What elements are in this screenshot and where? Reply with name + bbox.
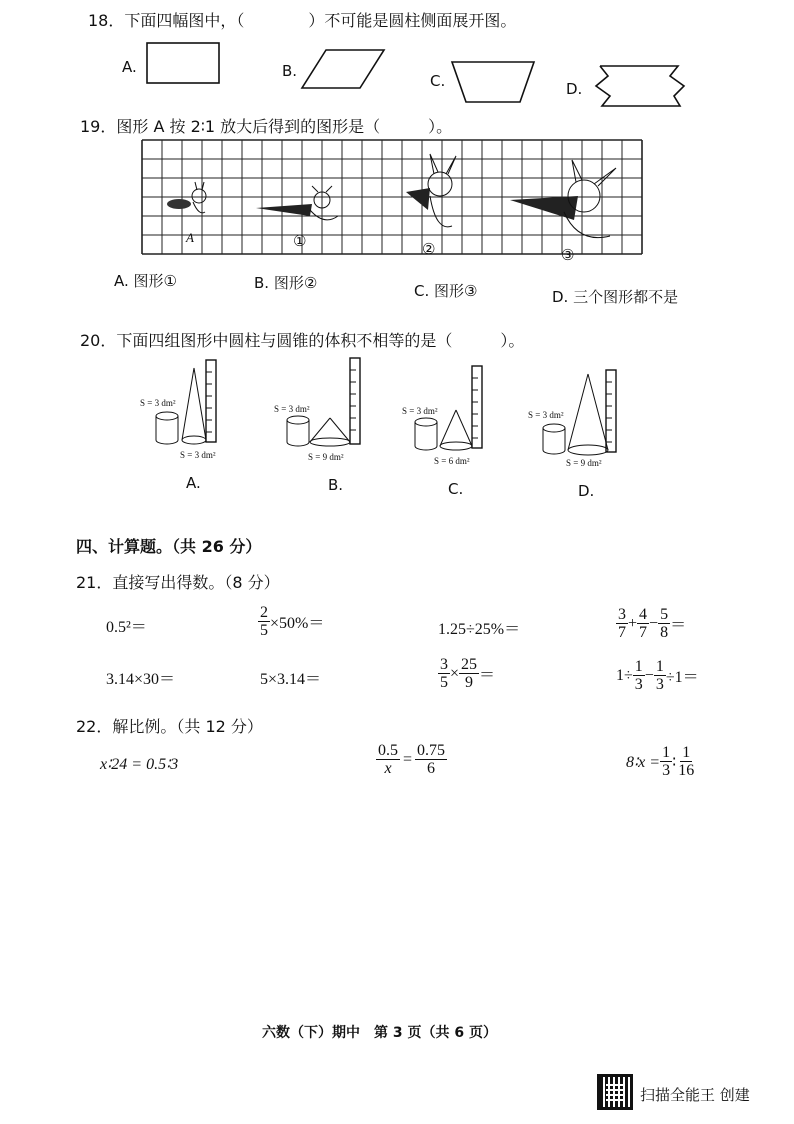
- q20-c-cone-area: S = 6 dm²: [434, 456, 470, 466]
- q21-r2-c: [438, 656, 495, 691]
- q22-e3-den2: 16: [678, 762, 695, 779]
- q22-e3-den1: 3: [662, 762, 671, 779]
- q21-r1-b-num: 2: [260, 604, 268, 621]
- q21-r1-b: [258, 604, 324, 639]
- q21-r2-b: 5×3.14＝: [260, 671, 322, 688]
- q21-r2-c1-num: 3: [440, 656, 448, 673]
- q18-option-c: C.: [430, 72, 446, 90]
- q21-r2-d-post: ÷1＝: [665, 669, 699, 686]
- q21-r2-d2-den: 3: [655, 676, 664, 693]
- question-22: 22．解比例。（共 12 分）: [76, 717, 263, 736]
- page-footer: 六数（下）期中 第 3 页（共 6 页）: [262, 1025, 497, 1041]
- q20-b-cone-area: S = 9 dm²: [308, 452, 344, 462]
- figure-a-label: A: [186, 230, 194, 245]
- q20-a-figure: [150, 354, 222, 446]
- rabbit-3-icon: [506, 160, 632, 246]
- q22-e2-eq: =: [403, 750, 413, 768]
- q21-r1-d-eq: ＝: [670, 617, 687, 634]
- q22-e2-den1: x: [384, 760, 392, 777]
- q21-r1-a: 0.5²＝: [106, 619, 147, 636]
- q22-equation-3: [626, 744, 696, 779]
- question-18: 18．下面四幅图中，（ ）不可能是圆柱侧面展开图。: [88, 11, 517, 30]
- q21-r1-b-rest: ×50%＝: [270, 615, 325, 632]
- q18-parallelogram-shape: [300, 48, 390, 92]
- q20-b-figure: [282, 356, 366, 448]
- q20-b-cylinder-area: S = 3 dm²: [274, 404, 310, 414]
- q21-r2-d-op: −: [644, 666, 654, 684]
- q18-option-d: D.: [566, 80, 583, 98]
- q21-r2-c2-den: 9: [465, 674, 474, 691]
- q22-e2-num1: 0.5: [378, 742, 398, 759]
- section-4-heading: 四、计算题。（共 26 分）: [76, 537, 262, 556]
- q21-r1-d-op1: +: [628, 614, 638, 632]
- q21-r2-c-op: ×: [450, 664, 460, 682]
- figure-3-label: ③: [561, 246, 575, 264]
- q21-r1-d3-num: 5: [660, 606, 669, 623]
- question-19: 19．图形 A 按 2∶1 放大后得到的图形是（ ）。: [80, 117, 453, 136]
- q20-c-cylinder-area: S = 3 dm²: [402, 406, 438, 416]
- q21-r2-c2-num: 25: [461, 656, 478, 673]
- figure-1-label: ①: [293, 232, 307, 250]
- q21-r2-d-pre: 1÷: [616, 666, 633, 684]
- q21-r1-d: [616, 606, 686, 641]
- q20-option-b: B.: [328, 476, 344, 494]
- q21-r2-d1-den: 3: [634, 676, 643, 693]
- q22-e2-num2: 0.75: [417, 742, 446, 759]
- q19-option-c: C. 图形③: [414, 282, 478, 300]
- q20-option-a: A.: [186, 474, 201, 492]
- q20-a-cone-area: S = 3 dm²: [180, 450, 216, 460]
- q18-zigzag-shape: [594, 64, 690, 108]
- q21-r1-b-den: 5: [260, 622, 268, 639]
- q22-e3-num1: 1: [662, 744, 671, 761]
- q21-r2-d2-num: 1: [655, 658, 664, 675]
- q22-e3-pre: 8∶x =: [626, 753, 661, 771]
- q22-equation-2: [376, 742, 447, 777]
- q21-r1-d1-num: 3: [618, 606, 626, 623]
- rabbit-2-icon: [400, 152, 470, 240]
- rabbit-1-icon: [252, 186, 348, 226]
- question-20: 20．下面四组图形中圆柱与圆锥的体积不相等的是（ ）。: [80, 331, 525, 350]
- q18-trapezoid-shape: [450, 60, 540, 106]
- q21-r1-d2-den: 7: [639, 624, 648, 641]
- q18-option-a: A.: [122, 58, 137, 76]
- q20-d-cylinder-area: S = 3 dm²: [528, 410, 564, 420]
- q20-d-figure: [538, 366, 618, 458]
- q21-r2-d: [616, 658, 699, 693]
- q21-r2-a: 3.14×30＝: [106, 671, 176, 688]
- q18-rectangle-shape: [146, 42, 222, 84]
- qr-code-icon: [597, 1074, 633, 1110]
- q21-r2-d1-num: 1: [634, 658, 643, 675]
- q20-d-cone-area: S = 9 dm²: [566, 458, 602, 468]
- rabbit-a-icon: [165, 182, 215, 224]
- q21-r1-d1-den: 7: [618, 624, 626, 641]
- q19-option-d: D. 三个图形都不是: [552, 288, 679, 306]
- q22-e2-den2: 6: [427, 760, 436, 777]
- scanner-watermark: 扫描全能王 创建: [640, 1086, 750, 1104]
- q21-r1-d-op2: −: [649, 614, 659, 632]
- q20-c-figure: [410, 364, 486, 454]
- q22-e3-num2: 1: [682, 744, 691, 761]
- q19-option-a: A. 图形①: [114, 272, 177, 290]
- q20-option-d: D.: [578, 482, 595, 500]
- q18-option-b: B.: [282, 62, 298, 80]
- q22-e3-sep: ∶: [672, 753, 677, 771]
- q21-r1-d3-den: 8: [660, 624, 669, 641]
- q20-a-cylinder-area: S = 3 dm²: [140, 398, 176, 408]
- question-21: 21．直接写出得数。（8 分）: [76, 573, 280, 592]
- q22-equation-1: x∶24 = 0.5∶3: [100, 756, 179, 773]
- q19-option-b: B. 图形②: [254, 274, 318, 292]
- q20-option-c: C.: [448, 480, 464, 498]
- q21-r1-c: 1.25÷25%＝: [438, 621, 521, 638]
- figure-2-label: ②: [422, 240, 436, 258]
- q21-r1-d2-num: 4: [639, 606, 648, 623]
- q21-r2-c1-den: 5: [440, 674, 448, 691]
- q21-r2-c-eq: ＝: [479, 667, 496, 684]
